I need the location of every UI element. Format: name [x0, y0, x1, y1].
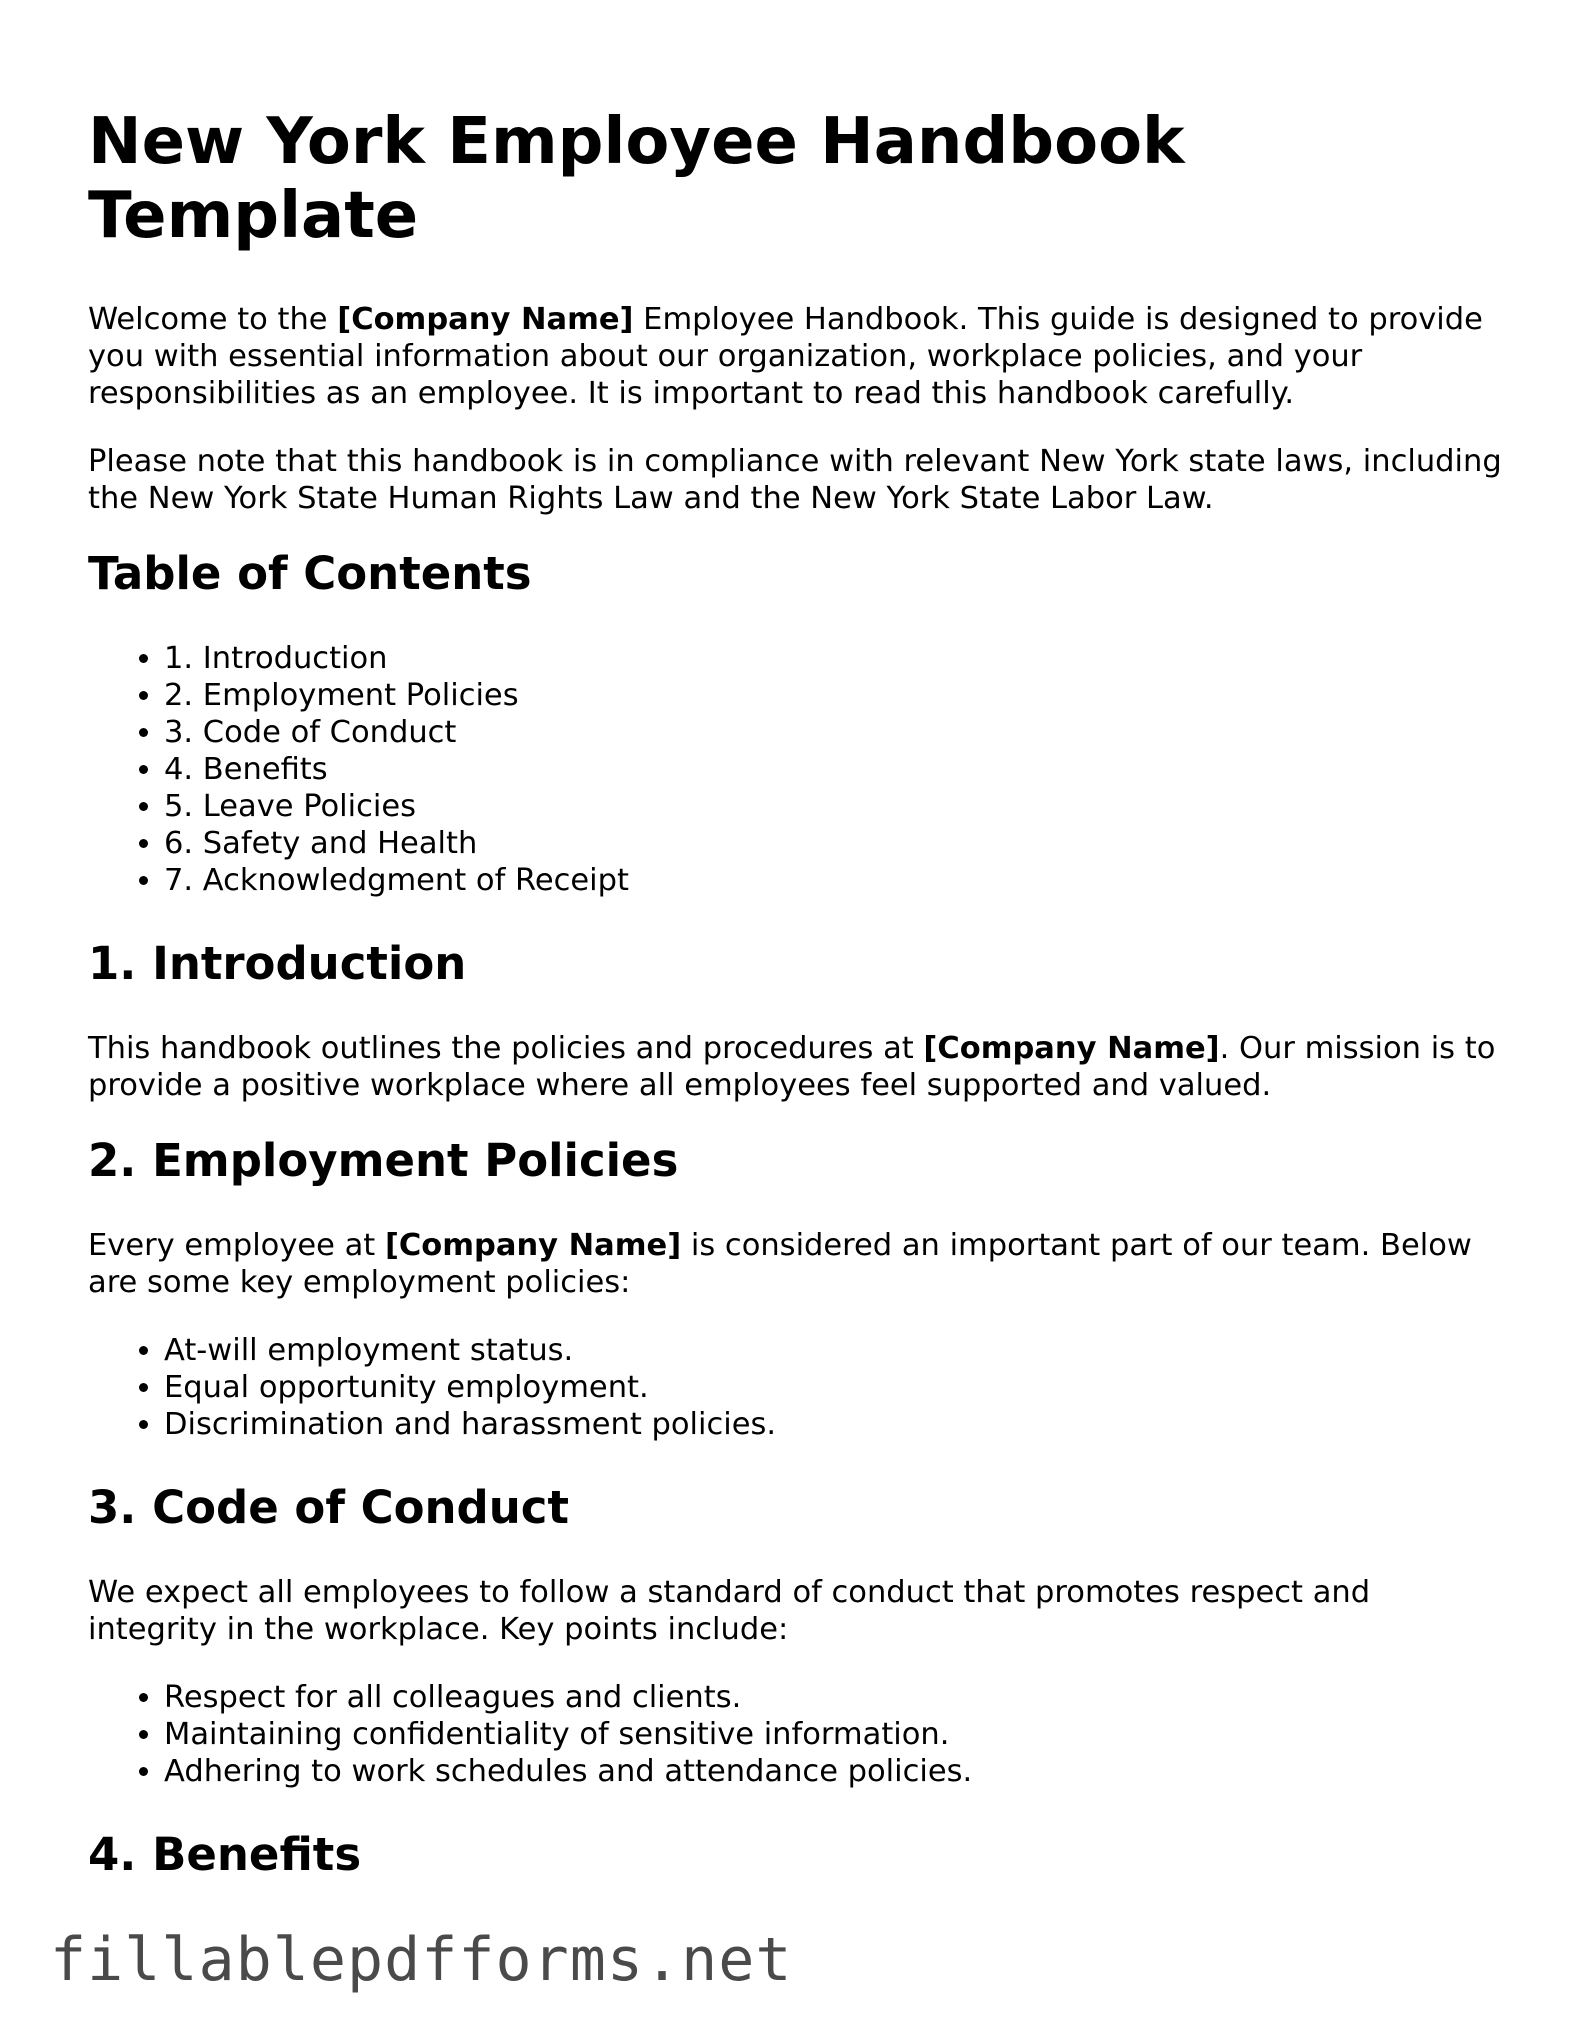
list-item: • Equal opportunity employment. [164, 1369, 1508, 1406]
toc-item: • 6. Safety and Health [164, 825, 1508, 862]
document-title: New York Employee Handbook Template [88, 105, 1185, 253]
list-item: • At-will employment status. [164, 1332, 1508, 1369]
company-name-placeholder: [Company Name] [923, 1031, 1220, 1066]
toc-item: • 2. Employment Policies [164, 677, 1508, 714]
list-item: • Maintaining confidentiality of sensitive information. [164, 1716, 1508, 1753]
document-page [88, 105, 1508, 1921]
employment-policies-text-start: Every employee at [88, 1228, 385, 1263]
toc-list [88, 640, 1508, 899]
section-heading-employment-policies: 2. Employment Policies [88, 1134, 679, 1187]
introduction-paragraph [88, 1030, 1508, 1104]
site-watermark: fillablepdfforms.net [50, 1925, 793, 1995]
intro-text-end: Employee Handbook. This guide is designed to provide you with essential information about our organization, workplace policies, and your responsibilities as an employee. It is important to read this handbook carefully. [88, 302, 1483, 411]
list-item: • Respect for all colleagues and clients. [164, 1679, 1508, 1716]
toc-item: • 3. Code of Conduct [164, 714, 1508, 751]
company-name-placeholder: [Company Name] [384, 1228, 682, 1263]
intro-paragraph-welcome [88, 301, 1508, 412]
intro-paragraph-compliance: Please note that this handbook is in compliance with relevant New York state laws, including the New York State Human Rights Law and the New York State Labor Law. [88, 444, 1502, 516]
toc-item: • 5. Leave Policies [164, 788, 1508, 825]
employment-policies-text-end: is considered an important part of our team. Below are some key employment policies: [88, 1228, 1472, 1300]
toc-item: • 4. Benefits [164, 751, 1508, 788]
employment-policies-paragraph [88, 1227, 1508, 1301]
intro-text-start: Welcome to the [88, 302, 338, 337]
code-of-conduct-paragraph: We expect all employees to follow a standard of conduct that promotes respect and integrity in the workplace. Key points include: [88, 1575, 1371, 1647]
toc-item: • 1. Introduction [164, 640, 1508, 677]
introduction-text-start: This handbook outlines the policies and procedures at [88, 1031, 924, 1066]
section-heading-code-of-conduct: 3. Code of Conduct [88, 1481, 569, 1534]
employment-policies-list [88, 1332, 1508, 1443]
toc-heading: Table of Contents [88, 547, 532, 600]
company-name-placeholder: [Company Name] [337, 302, 634, 337]
toc-item: • 7. Acknowledgment of Receipt [164, 862, 1508, 899]
section-heading-introduction: 1. Introduction [88, 937, 467, 990]
introduction-text-end: . Our mission is to provide a positive workplace where all employees feel supported and valued. [88, 1031, 1496, 1103]
list-item: • Adhering to work schedules and attendance policies. [164, 1753, 1508, 1790]
list-item: • Discrimination and harassment policies. [164, 1406, 1508, 1443]
code-of-conduct-list [88, 1679, 1508, 1790]
section-heading-benefits: 4. Benefits [88, 1828, 362, 1881]
